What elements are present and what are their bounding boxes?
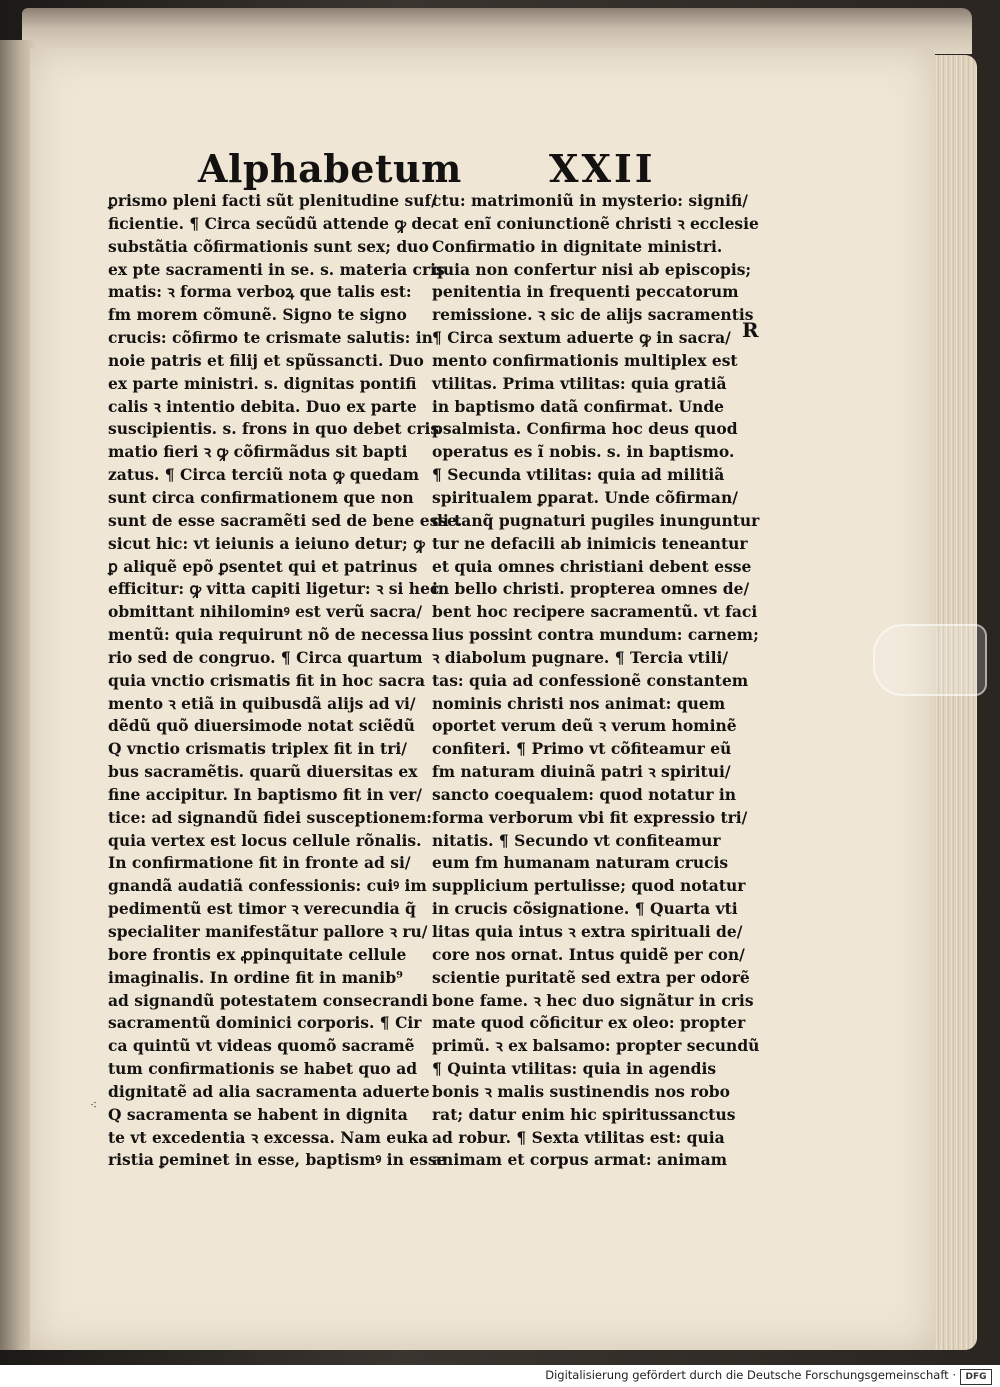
- text-line: sunt circa confirmationem que non: [108, 487, 414, 507]
- text-line: litas quia intus ꝛ extra spirituali de/: [432, 922, 743, 941]
- text-line: specialiter manifestãtur pallore ꝛ ru/: [108, 922, 428, 941]
- text-line: tur ne defacili ab inimicis teneantur: [432, 533, 748, 553]
- text-line: forma verborum vbi fit expressio tri/: [432, 807, 748, 827]
- text-line: ctu: matrimoniũ in mysterio: signifi/: [432, 191, 748, 210]
- text-line: confiteri. ¶ Primo vt cõfiteamur eũ: [432, 739, 732, 759]
- text-line: obmittant nihilominꝰ est verũ sacra/: [108, 602, 422, 622]
- text-line: quia non confertur nisi ab episcopis;: [432, 259, 752, 279]
- text-line: bonis ꝛ malis sustinendis nos robo: [432, 1081, 730, 1101]
- text-line: sunt de esse sacramẽti sed de bene esse.: [108, 510, 463, 530]
- text-line: animam et corpus armat: animam: [432, 1150, 728, 1170]
- text-line: in baptismo datã confirmat. Unde: [432, 396, 725, 416]
- text-line: gnandã audatiã confessionis: cuiꝰ im: [108, 876, 427, 896]
- text-line: sicut hic: vt ieiunis a ieiuno detur; ꝙ: [108, 533, 425, 553]
- text-line: substãtia cõfirmationis sunt sex; duo: [108, 236, 429, 256]
- text-line: ¶ Quinta vtilitas: quia in agendis: [432, 1059, 717, 1079]
- text-line: fine accipitur. In baptismo fit in ver/: [108, 784, 422, 804]
- text-line: psalmista. Confirma hoc deus quod: [432, 419, 738, 439]
- text-line: dignitatẽ ad alia sacramenta aduerte: [108, 1081, 430, 1101]
- text-line: tice: ad signandũ fidei susceptionem:: [108, 807, 433, 827]
- text-line: operatus es ĩ nobis. s. in baptismo.: [432, 442, 735, 462]
- text-line: ꝑ aliquẽ epõ ꝑsentet qui et patrinus: [108, 556, 418, 576]
- text-line: noie patris et filij et spũssancti. Duo: [108, 350, 424, 370]
- text-line: bone fame. ꝛ hec duo signãtur in cris: [432, 990, 754, 1010]
- text-line: nominis christi nos animat: quem: [432, 693, 726, 713]
- text-line: spiritualem ꝑparat. Unde cõfirman/: [432, 487, 738, 507]
- text-line: bore frontis ex ꝓpinquitate cellule: [108, 944, 407, 964]
- text-line: ex parte ministri. s. dignitas pontifi: [108, 373, 417, 393]
- text-line: In confirmatione fit in fronte ad si/: [108, 853, 411, 873]
- text-line: rat; datur enim hic spiritussanctus: [432, 1104, 736, 1124]
- text-line: matis: ꝛ forma verboꝝ que talis est:: [108, 282, 412, 302]
- text-line: ꝛ diabolum pugnare. ¶ Tercia vtili/: [432, 647, 729, 667]
- text-line: eum fm humanam naturam crucis: [432, 853, 729, 873]
- text-line: remissione. ꝛ sic de alijs sacramentis: [432, 305, 754, 325]
- text-line: mento ꝛ etiã in quibusdã alijs ad vi/: [108, 693, 416, 713]
- text-line: cat enĩ coniunctionẽ christi ꝛ ecclesie: [432, 213, 759, 233]
- text-line: oportet verum deũ ꝛ verum hominẽ: [432, 716, 737, 736]
- text-line: ficientie. ¶ Circa secũdũ attende ꝙ de: [108, 213, 433, 233]
- text-line: tas: quia ad confessionẽ constantem: [432, 670, 749, 690]
- text-line: in crucis cõsignatione. ¶ Quarta vti: [432, 899, 738, 919]
- marginal-signature: R: [742, 318, 759, 342]
- text-line: ex pte sacramenti in se. s. materia cris: [108, 259, 445, 279]
- text-line: ¶ Secunda vtilitas: quia ad militiã: [432, 465, 725, 485]
- text-line: ꝑrismo pleni facti sũt plenitudine suf/: [108, 191, 437, 210]
- text-line: rio sed de congruo. ¶ Circa quartum: [108, 647, 423, 667]
- text-line: efficitur: ꝙ vitta capiti ligetur: ꝛ si hec: [108, 579, 440, 599]
- footer-credit: Digitalisierung gefördert durch die Deutsche Forschungsgemeinschaft ·: [545, 1368, 956, 1382]
- text-line: mento confirmationis multiplex est: [432, 350, 738, 370]
- text-line: ca quintũ vt videas quomõ sacramẽ: [108, 1036, 415, 1056]
- text-line: primũ. ꝛ ex balsamo: propter secundũ: [432, 1036, 760, 1056]
- right-text-column: [432, 190, 760, 1172]
- text-line: crucis: cõfirmo te crismate salutis: in: [108, 328, 433, 348]
- text-line: lius possint contra mundum: carnem;: [432, 625, 759, 645]
- text-line: nitatis. ¶ Secundo vt confiteamur: [432, 830, 721, 850]
- text-line: Q sacramenta se habent in dignita: [108, 1104, 408, 1124]
- text-line: zatus. ¶ Circa terciũ nota ꝙ quedam: [108, 465, 419, 485]
- text-line: ristia ꝑeminet in esse, baptismꝰ in esse: [108, 1150, 447, 1170]
- digitization-footer: [0, 1365, 1000, 1387]
- text-line: et quia omnes christiani debent esse: [432, 556, 752, 576]
- text-line: supplicium pertulisse; quod notatur: [432, 876, 746, 896]
- page-clip: [873, 624, 987, 696]
- text-line: di tanq̃ pugnaturi pugiles inunguntur: [432, 510, 760, 530]
- dfg-logo: DFG: [960, 1369, 992, 1385]
- text-line: core nos ornat. Intus quidẽ per con/: [432, 944, 745, 964]
- text-line: mentũ: quia requirunt nõ de necessa: [108, 625, 429, 645]
- ink-speck: ⁖: [90, 1098, 98, 1112]
- text-line: tum confirmationis se habet quo ad: [108, 1059, 418, 1079]
- text-line: vtilitas. Prima vtilitas: quia gratiã: [432, 373, 727, 393]
- text-line: calis ꝛ intentio debita. Duo ex parte: [108, 396, 417, 416]
- text-line: matio fieri ꝛ ꝙ cõfirmãdus sit bapti: [108, 442, 408, 462]
- text-line: sacramentũ dominici corporis. ¶ Cir: [108, 1013, 422, 1033]
- text-line: bent hoc recipere sacramentũ. vt faci: [432, 602, 758, 622]
- folio-number: XXII: [549, 146, 656, 191]
- text-line: mate quod cõficitur ex oleo: propter: [432, 1013, 746, 1033]
- text-line: pedimentũ est timor ꝛ verecundia q̃: [108, 899, 416, 919]
- text-line: te vt excedentia ꝛ excessa. Nam euka: [108, 1127, 429, 1147]
- text-line: fm naturam diuinã patri ꝛ spiritui/: [432, 762, 731, 782]
- text-line: Confirmatio in dignitate ministri.: [432, 236, 723, 256]
- text-line: in bello christi. propterea omnes de/: [432, 579, 750, 599]
- text-line: ad signandũ potestatem consecrandi: [108, 990, 429, 1010]
- running-title: Alphabetum: [198, 146, 462, 191]
- text-line: fm morem cõmunẽ. Signo te signo: [108, 305, 407, 325]
- text-line: penitentia in frequenti peccatorum: [432, 282, 739, 302]
- text-line: Q vnctio crismatis triplex fit in tri/: [108, 739, 407, 759]
- text-line: quia vnctio crismatis fit in hoc sacra: [108, 670, 426, 690]
- text-line: scientie puritatẽ sed extra per odorẽ: [432, 967, 750, 987]
- text-line: sancto coequalem: quod notatur in: [432, 784, 737, 804]
- text-line: imaginalis. In ordine fit in manib⁹: [108, 967, 403, 987]
- text-line: ¶ Circa sextum aduerte ꝙ in sacra/: [432, 328, 731, 348]
- text-line: ad robur. ¶ Sexta vtilitas est: quia: [432, 1127, 725, 1147]
- text-line: suscipientis. s. frons in quo debet cris: [108, 419, 440, 439]
- text-line: quia vertex est locus cellule rõnalis.: [108, 830, 422, 850]
- text-line: dẽdũ quõ diuersimode notat sciẽdũ: [108, 716, 415, 736]
- text-line: bus sacramẽtis. quarũ diuersitas ex: [108, 762, 418, 782]
- left-text-column: [108, 190, 463, 1172]
